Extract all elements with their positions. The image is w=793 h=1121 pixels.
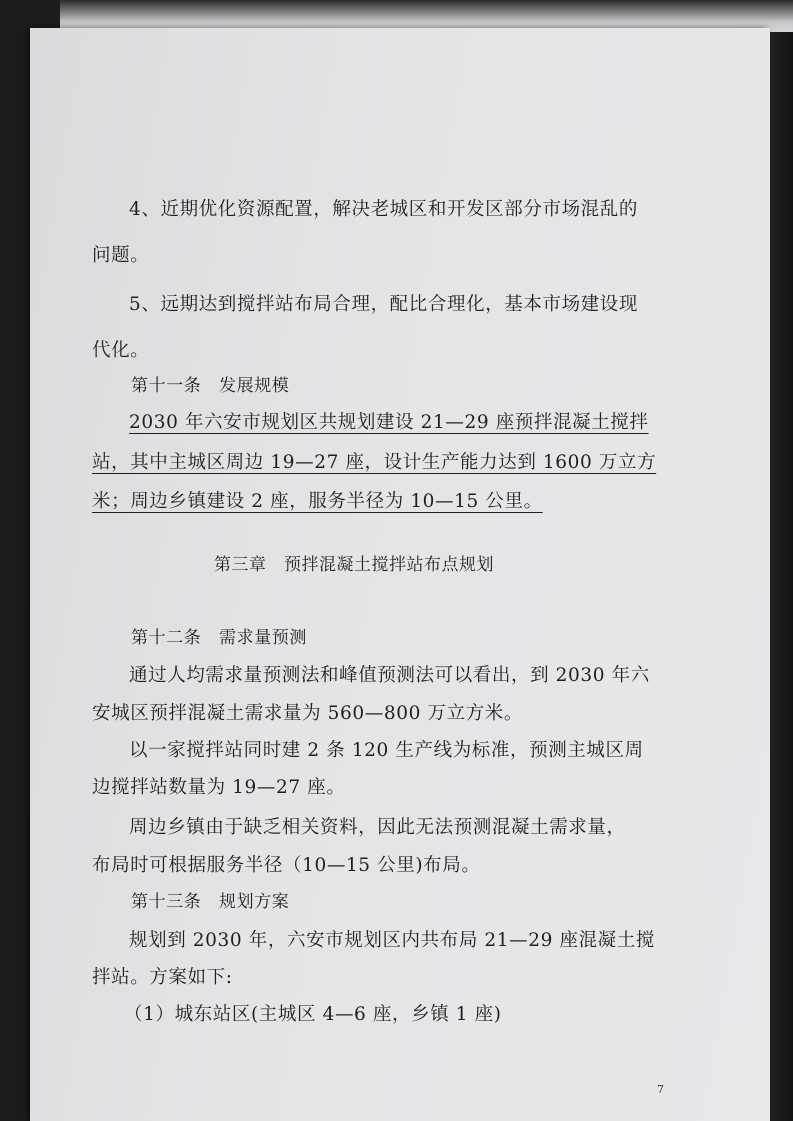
article12-p2-line2: 边搅拌站数量为 19—27 座。 xyxy=(92,777,346,798)
article13-heading: 第十三条 规划方案 xyxy=(131,892,290,912)
article12-p2-line1: 以一家搅拌站同时建 2 条 120 生产线为标准，预测主城区周 xyxy=(129,740,644,761)
article11-line1: 2030 年六安市规划区共规划建设 21—29 座预拌混凝土搅拌 xyxy=(129,412,649,433)
page-number: 7 xyxy=(657,1083,664,1096)
article13-p1-line1: 规划到 2030 年，六安市规划区内共布局 21—29 座混凝土搅 xyxy=(129,930,655,951)
article11-heading: 第十一条 发展规模 xyxy=(131,376,290,396)
article12-p1-line1: 通过人均需求量预测法和峰值预测法可以看出，到 2030 年六 xyxy=(129,665,650,686)
article11-line3: 米；周边乡镇建设 2 座，服务半径为 10—15 公里。 xyxy=(92,491,543,512)
item4-line2: 问题。 xyxy=(92,245,150,266)
chapter3-title: 第三章 预拌混凝土搅拌站布点规划 xyxy=(214,555,494,575)
article12-p3-line2: 布局时可根据服务半径（10—15 公里)布局。 xyxy=(92,855,481,876)
item5-line1: 5、远期达到搅拌站布局合理，配比合理化，基本市场建设现 xyxy=(129,294,638,315)
article13-item1: （1）城东站区(主城区 4—6 座，乡镇 1 座) xyxy=(124,1004,502,1025)
article12-p1-line2: 安城区预拌混凝土需求量为 560—800 万立方米。 xyxy=(92,703,523,724)
item4-line1: 4、近期优化资源配置，解决老城区和开发区部分市场混乱的 xyxy=(129,199,638,220)
article12-heading: 第十二条 需求量预测 xyxy=(131,628,307,648)
item5-line2: 代化。 xyxy=(92,340,150,361)
document-page xyxy=(30,28,770,1121)
article11-line2: 站，其中主城区周边 19—27 座，设计生产能力达到 1600 万立方 xyxy=(92,452,657,473)
article12-p3-line1: 周边乡镇由于缺乏相关资料，因此无法预测混凝土需求量， xyxy=(129,817,626,838)
article13-p1-line2: 拌站。方案如下: xyxy=(92,967,233,988)
